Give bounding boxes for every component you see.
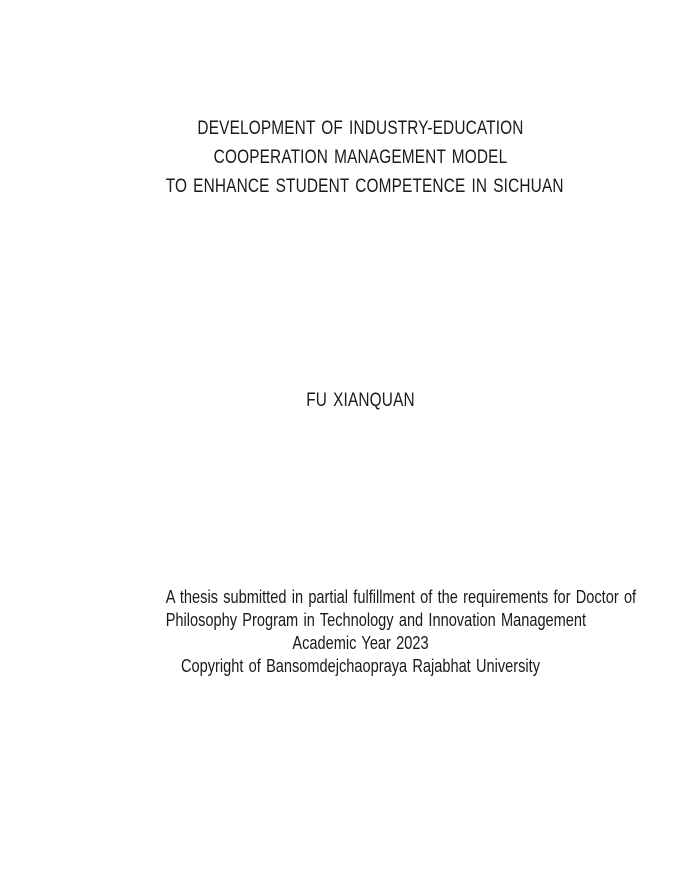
thesis-title-line-1: DEVELOPMENT OF INDUSTRY-EDUCATION — [197, 118, 524, 139]
copyright-line: Copyright of Bansomdejchaopraya Rajabhat University — [180, 656, 541, 676]
submission-line-1: A thesis submitted in partial fulfillment of the requirements for Doctor of — [165, 587, 637, 607]
thesis-title-line-3: TO ENHANCE STUDENT COMPETENCE IN SICHUAN — [165, 176, 564, 197]
submission-line-2: Philosophy Program in Technology and Innovation Management — [165, 610, 587, 630]
submission-statement — [120, 586, 637, 678]
author-block — [120, 386, 601, 415]
thesis-title — [120, 114, 601, 201]
academic-year-line: Academic Year 2023 — [292, 633, 429, 653]
author-name: FU XIANQUAN — [306, 390, 415, 411]
thesis-title-line-2: COOPERATION MANAGEMENT MODEL — [213, 147, 508, 168]
